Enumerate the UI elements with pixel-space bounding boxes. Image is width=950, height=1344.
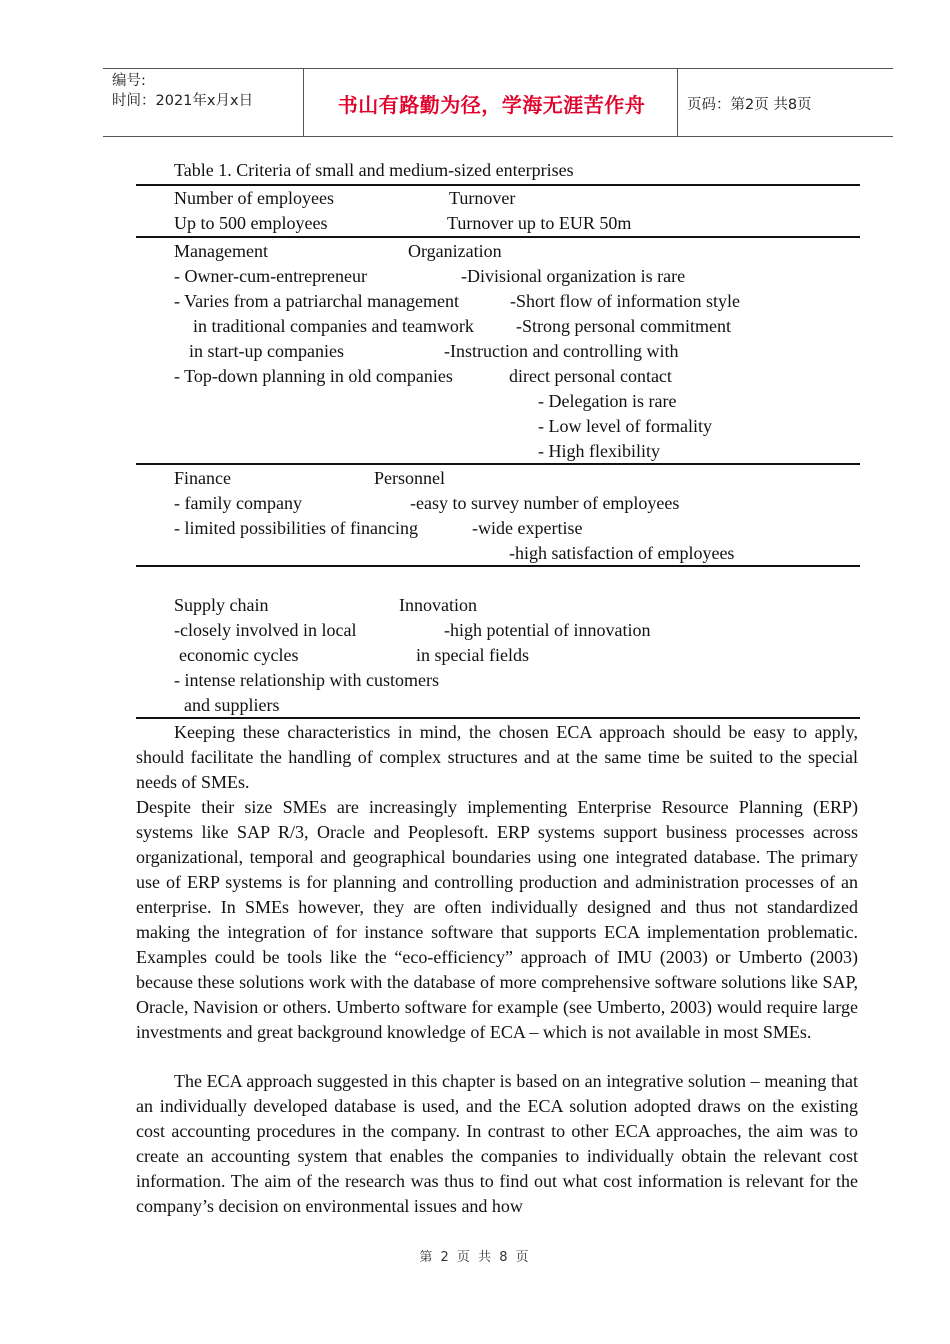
header-divider bbox=[303, 69, 304, 136]
table-header-innovation: Innovation bbox=[399, 595, 477, 615]
table-line: -Divisional organization is rare bbox=[461, 266, 686, 286]
table-rule bbox=[136, 717, 860, 719]
table-line: economic cycles bbox=[179, 645, 299, 665]
table-line: - Low level of formality bbox=[538, 416, 712, 436]
table-header-organization: Organization bbox=[408, 241, 502, 261]
time-label: 时间：2021年x月x日 bbox=[112, 93, 254, 109]
header-meta bbox=[112, 71, 253, 111]
table-line: - Delegation is rare bbox=[538, 391, 677, 411]
table-header-finance: Finance bbox=[174, 468, 231, 488]
body-paragraph: Keeping these characteristics in mind, the chosen ECA approach should be easy to apply, should facilitate the handling of complex structures and at the same time be suited to the special needs of SMEs. bbox=[136, 722, 858, 792]
table-line: - Top-down planning in old companies bbox=[174, 366, 453, 386]
table-rule bbox=[136, 236, 860, 238]
table-line: -high satisfaction of employees bbox=[509, 543, 735, 563]
table-line: - family company bbox=[174, 493, 302, 513]
table-caption: Table 1. Criteria of small and medium-sized enterprises bbox=[174, 160, 574, 180]
header-motto: 书山有路勤为径，学海无涯苦作舟 bbox=[337, 93, 646, 117]
table-line: -closely involved in local bbox=[174, 620, 357, 640]
table-header-management: Management bbox=[174, 241, 268, 261]
table-line: - Varies from a patriarchal management bbox=[174, 291, 460, 311]
table-header-turnover: Turnover bbox=[449, 188, 516, 208]
table-rule bbox=[136, 463, 860, 465]
table-line: in traditional companies and teamwork bbox=[193, 316, 474, 336]
table-cell-turnover: Turnover up to EUR 50m bbox=[447, 213, 632, 233]
table-line: - limited possibilities of financing bbox=[174, 518, 418, 538]
page-header bbox=[103, 68, 893, 137]
header-page-label: 页码：第2页 共8页 bbox=[687, 97, 812, 113]
table-line: -high potential of innovation bbox=[444, 620, 651, 640]
table-line: in start-up companies bbox=[189, 341, 344, 361]
table-header-supply-chain: Supply chain bbox=[174, 595, 269, 615]
table-header-employees: Number of employees bbox=[174, 188, 334, 208]
table-line: and suppliers bbox=[184, 695, 280, 715]
table-header-personnel: Personnel bbox=[374, 468, 445, 488]
table-line: - intense relationship with customers bbox=[174, 670, 439, 690]
table-line: -Strong personal commitment bbox=[516, 316, 731, 336]
table-line: -Instruction and controlling with bbox=[444, 341, 679, 361]
body-paragraph: The ECA approach suggested in this chapter is based on an integrative solution – meaning that an individually developed database is used, and the ECA solution adopted draws on the existing cost accounting procedures in the company. In contrast to other ECA approaches, the aim was to create an accounting system that enables the companies to individually obtain the relevant cost information. The aim of the research was thus to find out what cost information is relevant for the company’s decision on environmental issues and how bbox=[136, 1071, 858, 1216]
table-line: - Owner-cum-entrepreneur bbox=[174, 266, 368, 286]
table-line: -wide expertise bbox=[472, 518, 583, 538]
page-footer: 第 2 页 共 8 页 bbox=[419, 1250, 531, 1265]
table-line: direct personal contact bbox=[509, 366, 672, 386]
table-line: in special fields bbox=[416, 645, 529, 665]
body-paragraph: Despite their size SMEs are increasingly implementing Enterprise Resource Planning (ERP) systems like SAP R/3, Oracle and Peoplesoft. ERP systems support business processes across organizational, temporal and geographical boundaries using one integrated database. The primary use of ERP systems is for planning and controlling production and administration processes of an enterprise. In SMEs however, they are often individually designed and thus not standardized making the integration of for instance software that supports ECA implementation problematic. Examples could be tools like the “eco-efficiency” approach of IMU (2003) or Umberto (2003) because these solutions work with the database of more comprehensive software solutions like SAP, Oracle, Navision or others. Umberto software for example (see Umberto, 2003) would require large investments and great background knowledge of ECA – which is not available in most SMEs. bbox=[136, 797, 858, 1042]
table-rule bbox=[136, 565, 860, 567]
serial-label: 编号: bbox=[112, 73, 146, 89]
table-line: -easy to survey number of employees bbox=[410, 493, 680, 513]
table-line: - High flexibility bbox=[538, 441, 660, 461]
table-cell-employees: Up to 500 employees bbox=[174, 213, 328, 233]
table-line: -Short flow of information style bbox=[510, 291, 740, 311]
